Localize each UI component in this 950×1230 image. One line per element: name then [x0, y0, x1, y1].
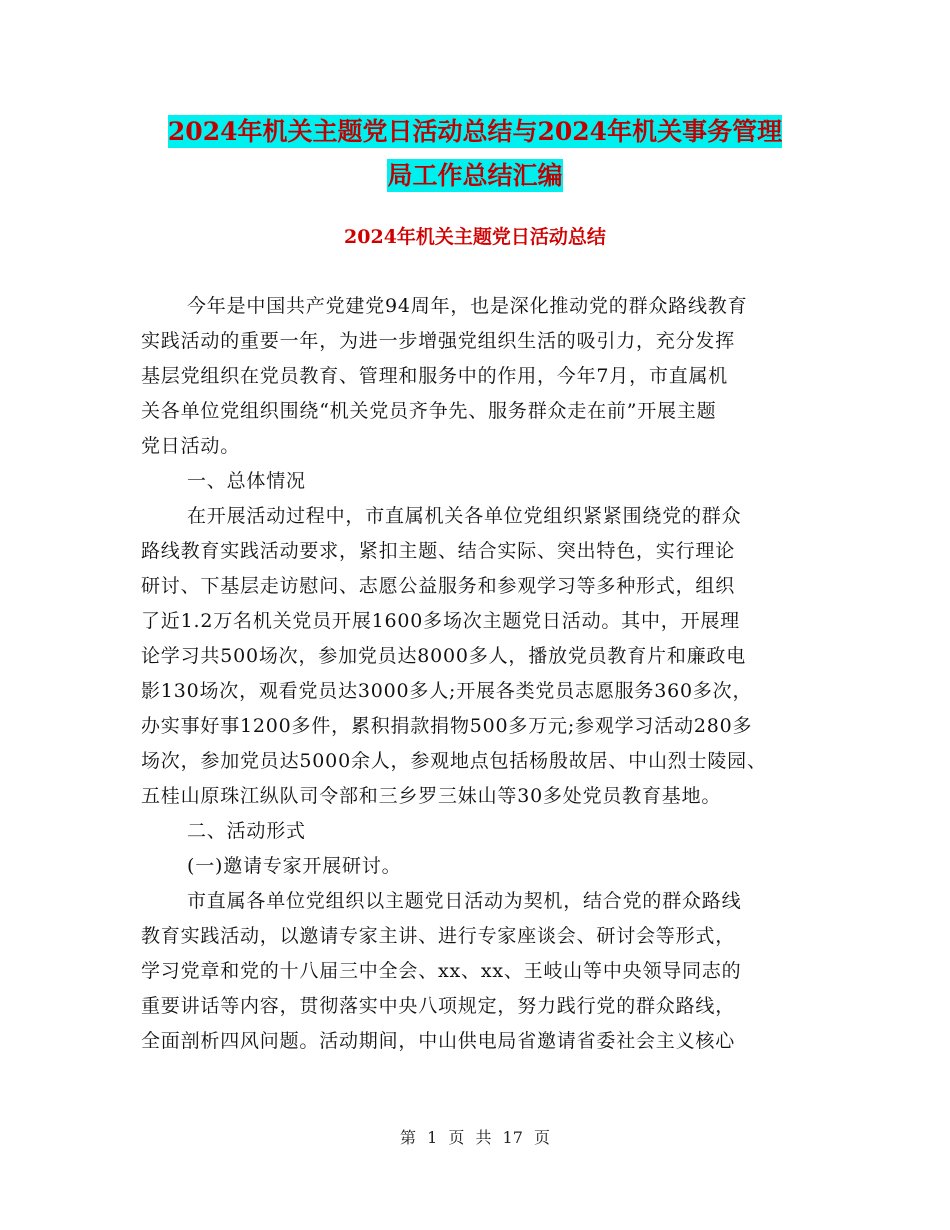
body-line: 关各单位党组织围绕“机关党员齐争先、服务群众走在前”开展主题	[141, 400, 717, 422]
document-body	[141, 289, 821, 1059]
document-title-line-2	[100, 152, 850, 200]
body-line: 了近1.2万名机关党员开展1600多场次主题党日活动。其中，开展理	[141, 610, 740, 632]
section-subheading: 二、活动形式	[187, 820, 306, 842]
body-line: 影130场次，观看党员达3000多人;开展各类党员志愿服务360多次，	[141, 680, 753, 702]
document-title-line-1	[100, 108, 850, 156]
page-footer: 第 1 页 共 17 页	[400, 1128, 550, 1147]
body-line: 党日活动。	[141, 435, 241, 457]
section-heading: 2024年机关主题党日活动总结	[344, 226, 606, 248]
body-line: 基层党组织在党员教育、管理和服务中的作用，今年7月，市直属机	[141, 365, 729, 387]
title-highlight: 局工作总结汇编	[387, 161, 563, 190]
body-line: 路线教育实践活动要求，紧扣主题、结合实际、突出特色，实行理论	[141, 540, 736, 562]
body-line: 全面剖析四风问题。活动期间，中山供电局省邀请省委社会主义核心	[141, 1030, 736, 1052]
body-line: 在开展活动过程中，市直属机关各单位党组织紧紧围绕党的群众	[187, 505, 742, 527]
section-subheading: 一、总体情况	[187, 470, 306, 492]
body-line: 重要讲话等内容，贯彻落实中央八项规定，努力践行党的群众路线，	[141, 995, 736, 1017]
body-line: 实践活动的重要一年，为进一步增强党组织生活的吸引力，充分发挥	[141, 330, 736, 352]
title-highlight: 2024年机关主题党日活动总结与2024年机关事务管理	[167, 117, 783, 146]
body-line: 五桂山原珠江纵队司令部和三乡罗三妹山等30多处党员教育基地。	[141, 785, 722, 807]
body-line: 场次，参加党员达5000余人，参观地点包括杨殷故居、中山烈士陵园、	[141, 750, 767, 772]
body-line: 教育实践活动，以邀请专家主讲、进行专家座谈会、研讨会等形式，	[141, 925, 736, 947]
body-line: 办实事好事1200多件，累积捐款捐物500多万元;参观学习活动280多	[141, 715, 753, 737]
body-line: 论学习共500场次，参加党员达8000多人，播放党员教育片和廉政电	[141, 645, 747, 667]
body-line: 研讨、下基层走访慰问、志愿公益服务和参观学习等多种形式，组织	[141, 575, 736, 597]
body-line: 学习党章和党的十八届三中全会、xx、xx、王岐山等中央领导同志的	[141, 960, 742, 982]
body-line: 市直属各单位党组织以主题党日活动为契机，结合党的群众路线	[187, 890, 742, 912]
subsection-heading: (一)邀请专家开展研讨。	[187, 855, 402, 877]
body-line: 今年是中国共产党建党94周年，也是深化推动党的群众路线教育	[187, 295, 748, 317]
